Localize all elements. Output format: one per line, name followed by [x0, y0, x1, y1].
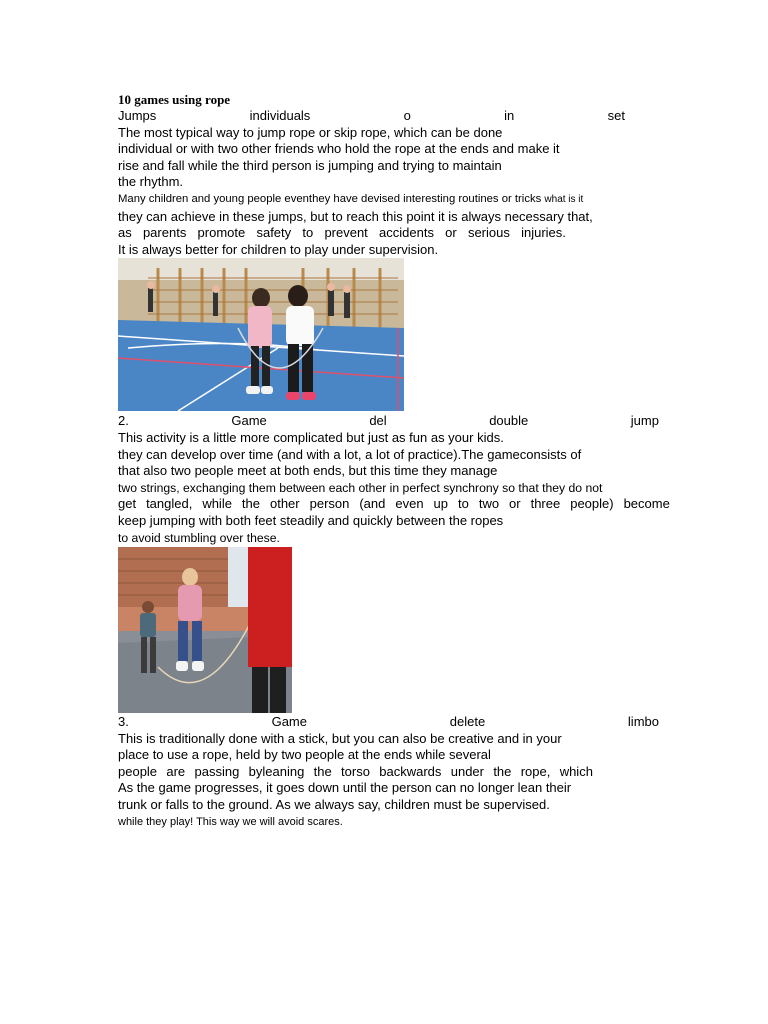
section3-justified-word: rope, [520, 763, 551, 779]
section1-heading [118, 108, 625, 125]
section2-justified-word: get [118, 496, 137, 512]
section1-justified-word: as [118, 225, 132, 241]
section2-heading-word: Game [231, 413, 267, 429]
section2-justified-word: while [202, 496, 232, 512]
section1-justified-word: promote [197, 225, 246, 241]
section3-last-line: while they play! This way we will avoid scares. [118, 815, 343, 828]
section3-body-line: trunk or falls to the ground. As we always say, children must be supervised. [118, 797, 550, 813]
section1-small-line [118, 191, 670, 209]
section2-justified-word: become [623, 496, 670, 512]
section1-justified-word: prevent [324, 225, 368, 241]
section1-justified-word: to [302, 225, 314, 241]
section2-body-line: This activity is a little more complicated but just as fun as your kids. [118, 429, 504, 445]
section3-justified-word: byleaning [248, 763, 305, 779]
section1-justified-word: accidents [379, 225, 434, 241]
section2-justified-word: person [309, 496, 350, 512]
section1-heading-word: individuals [249, 108, 311, 123]
section3-heading-word: limbo [627, 714, 659, 730]
gym-jump-rope-photo [118, 258, 404, 411]
section2-body-line: that also two people meet at both ends, but this time they manage [118, 463, 498, 479]
section2-justified-word: (and [359, 496, 386, 512]
section3-justified-word: the [493, 763, 512, 779]
section1-last-line: It is always better for children to play under supervision. [118, 241, 439, 257]
section2-heading-word: 2. [118, 413, 129, 429]
section3-justified-word: backwards [379, 763, 442, 779]
section2-last-line: to avoid stumbling over these. [118, 530, 280, 545]
section1-body-line: The most typical way to jump rope or skip rope, which can be done [118, 124, 503, 140]
section1-justified-word: injuries. [521, 225, 566, 241]
section2-heading-word: del [369, 413, 387, 429]
section3-justified-word: which [559, 763, 593, 779]
section2-justified-word: or [509, 496, 521, 512]
section3-justified-word: the [313, 763, 332, 779]
section1-justified-word: parents [142, 225, 187, 241]
section3-heading [118, 714, 659, 731]
section2-small-line: two strings, exchanging them between each other in perfect synchrony so that they do not [118, 480, 603, 495]
section1-heading-word: o [403, 108, 411, 123]
section1-body-line: individual or with two other friends who hold the rope at the ends and make it [118, 141, 560, 157]
section1-justified-word: safety [256, 225, 292, 241]
section1-small-text: Many children and young people eventhey have devised interesting routines or tricks [118, 192, 542, 205]
section1-heading-word: in [504, 108, 515, 123]
section2-heading-word: double [489, 413, 529, 429]
section2-justified-word: the [241, 496, 260, 512]
section3-justified-word: passing [194, 763, 240, 779]
section2-justified-line [118, 496, 670, 513]
section2-justified-word: other [269, 496, 300, 512]
section1-justified-word: or [445, 225, 457, 241]
section3-justified-word: people [118, 763, 158, 779]
section1-body-line: the rhythm. [118, 174, 184, 190]
section2-justified-word: even [395, 496, 424, 512]
section1-justified-word: serious [467, 225, 510, 241]
section3-heading-word: 3. [118, 714, 129, 730]
section2-justified-word: to [458, 496, 469, 512]
section1-heading-word: Jumps [118, 108, 157, 123]
section3-justified-word: torso [341, 763, 370, 779]
section3-body-line: place to use a rope, held by two people at the ends while several [118, 747, 491, 763]
section2-justified-word: tangled, [146, 496, 193, 512]
section3-justified-line [118, 764, 593, 781]
section3-justified-word: are [166, 763, 186, 779]
document-title: 10 games using rope [118, 92, 231, 107]
section1-body-line: rise and fall while the third person is jumping and trying to maintain [118, 157, 502, 173]
section2-justified-word: people) [570, 496, 614, 512]
section2-justified-word: two [478, 496, 500, 512]
section3-body-line: This is traditionally done with a stick, but you can also be creative and in your [118, 730, 562, 746]
section3-body-line: As the game progresses, it goes down until the person can no longer lean their [118, 780, 572, 796]
document-page [118, 92, 670, 830]
section3-heading-word: delete [449, 714, 486, 730]
section1-body-line: they can achieve in these jumps, but to reach this point it is always necessary that, [118, 208, 593, 224]
playground-jump-rope-photo [118, 547, 292, 713]
section2-justified-word: three [530, 496, 561, 512]
section1-justified-line [118, 225, 566, 242]
section1-heading-word: set [607, 108, 625, 123]
section1-small-tail: what is it [544, 193, 584, 205]
section2-heading [118, 413, 659, 430]
section2-body-line: keep jumping with both feet steadily and quickly between the ropes [118, 512, 504, 528]
section2-justified-word: up [433, 496, 449, 512]
section2-body-line: they can develop over time (and with a lot, a lot of practice).The gameconsists of [118, 446, 582, 462]
section3-justified-word: under [450, 763, 484, 779]
section3-heading-word: Game [271, 714, 307, 730]
section2-heading-word: jump [630, 413, 659, 429]
